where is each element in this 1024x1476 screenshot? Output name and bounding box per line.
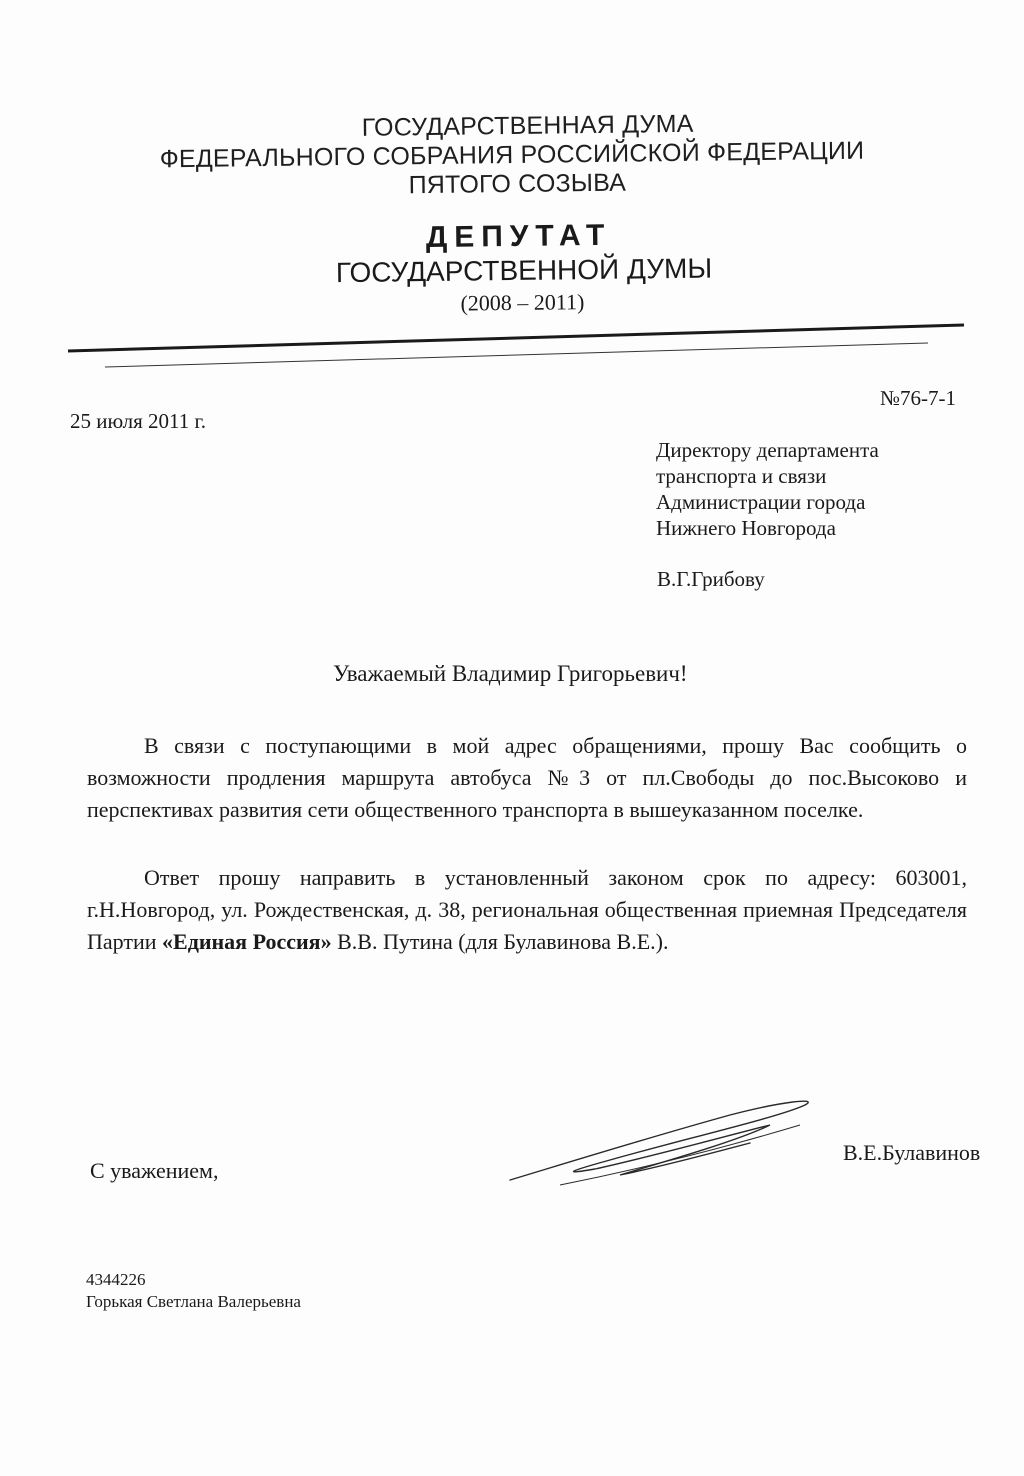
handwritten-signature <box>500 1085 820 1195</box>
addressee-line: Администрации города <box>656 490 866 514</box>
contact-person: Горькая Светлана Валерьевна <box>86 1292 301 1311</box>
letterhead-line-duma: ГОСУДАРСТВЕННАЯ ДУМА <box>361 109 694 142</box>
deputy-title: ДЕПУТАТ <box>425 218 612 255</box>
divider-thick-line <box>68 325 964 351</box>
salutation: Уважаемый Владимир Григорьевич! <box>333 661 688 686</box>
deputy-subtitle: ГОСУДАРСТВЕННОЙ ДУМЫ <box>335 252 713 289</box>
body-paragraph: В связи с поступающими в мой адрес обращениями, прошу Вас сообщить о возможности продления маршрута автобуса №3 от пл.Свободы до пос.Высоково и перспективах развития сети общественного транспорта в вышеуказанном поселке. <box>87 733 967 822</box>
signer-name: В.Е.Булавинов <box>843 1140 981 1165</box>
addressee-line: транспорта и связи <box>656 464 827 488</box>
body-paragraph <box>87 862 967 958</box>
deputy-term: (2008 – 2011) <box>460 289 585 316</box>
addressee-block <box>656 437 879 541</box>
signature-stroke <box>510 1101 808 1180</box>
letterhead-line-assembly: ФЕДЕРАЛЬНОГО СОБРАНИЯ РОССИЙСКОЙ ФЕДЕРАЦИИ <box>159 136 865 174</box>
document-number: №76-7-1 <box>880 386 957 410</box>
addressee-line: Директору департамента <box>656 438 879 462</box>
document-date: 25 июля 2011 г. <box>70 409 207 433</box>
contact-phone: 4344226 <box>86 1270 146 1289</box>
letterhead-divider <box>0 0 1024 400</box>
addressee-line: Нижнего Новгорода <box>656 516 836 540</box>
letterhead-line-convocation: ПЯТОГО СОЗЫВА <box>408 168 627 200</box>
body-text: В.В. Путина (для Булавинова В.Е.). <box>331 929 669 954</box>
addressee-name: В.Г.Грибову <box>657 567 765 591</box>
closing-phrase: С уважением, <box>90 1158 219 1183</box>
party-name: «Единая Россия» <box>162 929 332 954</box>
body-text: Ответ прошу направить в установленный законом срок по адресу: 603001, г.Н.Новгород, ул. Рождественская, д. 38, региональная общественная приемная Председателя Партии <box>87 865 967 954</box>
signature-stroke <box>560 1125 800 1185</box>
